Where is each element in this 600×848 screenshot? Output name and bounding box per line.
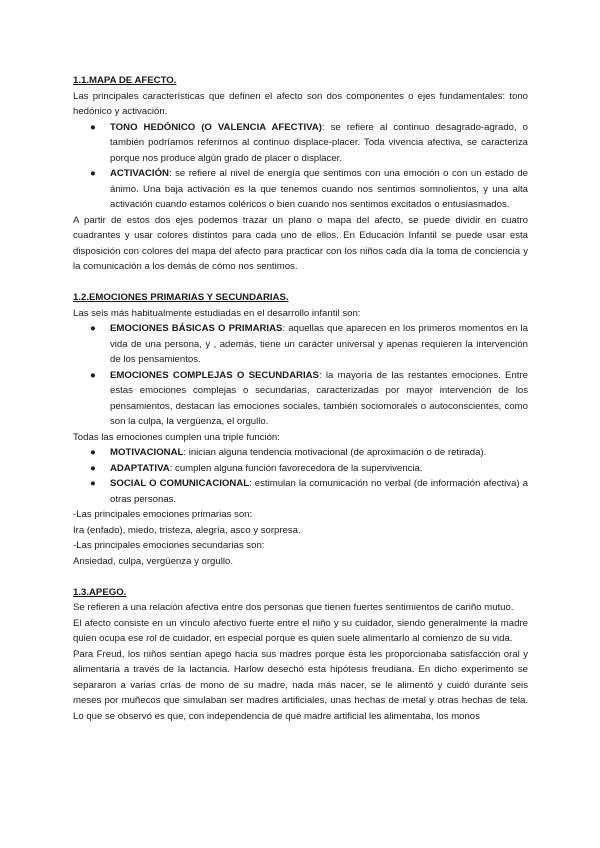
bullet-icon: ● <box>90 323 96 334</box>
definition: : cumplen alguna función favorecedora de la supervivencia. <box>169 462 423 474</box>
list-item <box>90 461 528 477</box>
paragraph: Se refieren a una relación afectiva entre dos personas que tienen fuertes sentimientos de cariño mutuo. <box>73 602 514 613</box>
paragraph: Ansiedad, culpa, vergüenza y orgullo. <box>73 555 233 567</box>
definition: : estimulan la comunicación no verbal (de información afectiva) a otras personas. <box>110 478 528 505</box>
list-item <box>90 445 528 461</box>
paragraph: -Las principales emociones secundarias son: <box>73 540 265 551</box>
term: MOTIVACIONAL <box>110 447 184 458</box>
paragraph: Todas las emociones cumplen una triple función: <box>73 431 280 443</box>
list-item <box>90 368 528 430</box>
bullet-icon: ● <box>90 121 96 133</box>
bullet-list <box>73 445 528 507</box>
paragraph: Las seis más habitualmente estudiadas en el desarrollo infantil son: <box>73 307 361 319</box>
term: ADAPTATIVA <box>110 462 170 474</box>
section-heading-emociones: 1.2.EMOCIONES PRIMARIAS Y SECUNDARIAS. <box>73 292 289 303</box>
bullet-icon: ● <box>90 478 96 489</box>
bullet-icon: ● <box>90 168 96 179</box>
section-heading-mapa-afecto: 1.1.MAPA DE AFECTO. <box>73 75 177 86</box>
document-body <box>73 73 528 724</box>
list-item <box>90 476 528 507</box>
bullet-icon: ● <box>90 369 96 381</box>
bullet-list <box>73 321 528 430</box>
list-item <box>90 321 528 368</box>
list-item <box>90 120 528 167</box>
definition: : se refiere al nivel de energía que sentimos con una emoción o con un estado de ánimo. Una baja activación es la que tenemos cuando nos sentimos somnolientos, y una alta activación cuando estamos coléricos o bien cuando nos sentimos excitados o entusiasmados. <box>110 168 528 210</box>
bullet-icon: ● <box>90 462 96 474</box>
definition: : se refiere al continuo desagrado-agrado, o también podríamos referirnos al continuo displace-placer. Toda vivencia afectiva, se caracteriza porque nos produce algún grado de placer o displacer. <box>110 121 528 164</box>
term: TONO HEDÓNICO (O VALENCIA AFECTIVA) <box>110 121 322 133</box>
definition: : la mayoría de las restantes emociones. Entre estas emociones complejas o secundarias, caracterizadas por mayor intervención de los pensamientos, destacan las emociones sociales, también sociomorales o autoconscientes, como son la culpa, la vergüenza, el orgullo. <box>110 369 528 427</box>
paragraph: Las principales características que definen el afecto son dos componentes o ejes fundamentales: tono hedónico y activación. <box>73 90 528 117</box>
term: EMOCIONES COMPLEJAS O SECUNDARIAS <box>110 369 319 381</box>
definition: : aquellas que aparecen en los primeros momentos en la vida de una persona, y , además, tiene un carácter universal y apenas requieren la intervención de los pensamientos. <box>110 323 528 365</box>
bullet-icon: ● <box>90 447 96 458</box>
paragraph: A partir de estos dos ejes podemos trazar un plano o mapa del afecto, se puede dividir en cuatro cuadrantes y usar colores distintos para cada uno de ellos. En Educación Infantil se puede usar esta disposición con colores del mapa del afecto para practicar con los niños cada día la toma de conciencia y la comunicación a los demás de cómo nos sentimos. <box>73 214 528 272</box>
term: SOCIAL O COMUNICACIONAL <box>110 478 250 489</box>
paragraph: Ira (enfado), miedo, tristeza, alegría, asco y sorpresa. <box>73 524 301 536</box>
paragraph: -Las principales emociones primarias son: <box>73 509 253 520</box>
term: ACTIVACIÓN <box>110 168 169 179</box>
paragraph: El afecto consiste en un vínculo afectivo fuerte entre el niño y su cuidador, siendo generalmente la madre quien ocupa ese rol de cuidador, en especial porque es quien suele alimentarlo al comienzo de su vida. <box>73 617 528 644</box>
list-item <box>90 166 528 213</box>
term: EMOCIONES BÁSICAS O PRIMARIAS <box>110 323 283 334</box>
section-heading-apego: 1.3.APEGO. <box>73 586 127 598</box>
definition: : inician alguna tendencia motivacional (de aproximación o de retirada). <box>183 447 487 458</box>
bullet-list <box>73 120 528 213</box>
paragraph: Para Freud, los niños sentían apego hacia sus madres porque ésta les proporcionaba satisfacción oral y alimentaria a través de la lactancia. Harlow desechó esta hipótesis freudiana. En dicho experimento se separaron a varias crías de mono de su madre, nada más nacer, se le alimentó y cuidó durante seis meses por muñecos que simulaban ser madres artificiales, unas hechas de metal y otras hechas de tela. Lo que se observó es que, con independencia de qué madre artificial les alimentaba, los monos <box>73 648 528 722</box>
